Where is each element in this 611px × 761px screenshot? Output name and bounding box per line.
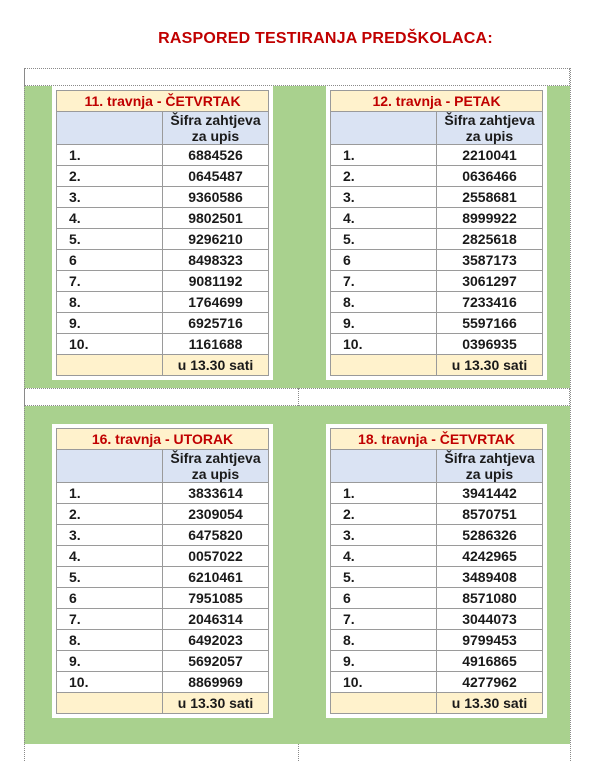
column-header-empty: [331, 112, 437, 145]
row-number: 9.: [331, 313, 437, 334]
request-code: 3833614: [163, 483, 269, 504]
table-footer-row: [331, 355, 543, 376]
test-time: u 13.30 sati: [163, 693, 269, 714]
table-row: [331, 313, 543, 334]
table-row: [57, 483, 269, 504]
request-code: 7233416: [437, 292, 543, 313]
table-row: [57, 504, 269, 525]
table-row: [331, 208, 543, 229]
request-code: 8571080: [437, 588, 543, 609]
request-code: 5692057: [163, 651, 269, 672]
footer-empty-cell: [57, 693, 163, 714]
row-number: 10.: [57, 334, 163, 355]
request-code: 7951085: [163, 588, 269, 609]
row-number: 5.: [57, 567, 163, 588]
table-row: [57, 630, 269, 651]
row-number: 7.: [331, 271, 437, 292]
table-row: [57, 525, 269, 546]
frame-center-divider-bottom: [298, 744, 299, 761]
row-number: 2.: [57, 504, 163, 525]
request-code: 0057022: [163, 546, 269, 567]
table-column-header-row: [331, 112, 543, 145]
table-day-header: 11. travnja - ČETVRTAK: [57, 91, 269, 112]
table-row: [331, 630, 543, 651]
schedule-table: [330, 90, 543, 376]
request-code: 6475820: [163, 525, 269, 546]
row-number: 4.: [57, 208, 163, 229]
row-number: 9.: [57, 313, 163, 334]
request-code: 9802501: [163, 208, 269, 229]
row-number: 5.: [331, 567, 437, 588]
table-day-header-row: [57, 429, 269, 450]
column-header-empty: [57, 450, 163, 483]
column-header-code: Šifra zahtjeva za upis: [437, 450, 543, 483]
table-row: [57, 208, 269, 229]
schedule-table-card: [326, 86, 547, 380]
table-row: [57, 334, 269, 355]
table-row: [331, 229, 543, 250]
row-number: 7.: [57, 271, 163, 292]
request-code: 8869969: [163, 672, 269, 693]
row-number: 5.: [331, 229, 437, 250]
footer-empty-cell: [57, 355, 163, 376]
row-number: 8.: [57, 292, 163, 313]
footer-empty-cell: [331, 693, 437, 714]
request-code: 3044073: [437, 609, 543, 630]
frame-top-row: [24, 68, 570, 86]
row-number: 8.: [57, 630, 163, 651]
page-title: RASPORED TESTIRANJA PREDŠKOLACA:: [158, 30, 493, 47]
request-code: 3587173: [437, 250, 543, 271]
table-day-header-row: [331, 429, 543, 450]
column-header-code: Šifra zahtjeva za upis: [163, 450, 269, 483]
frame-left-line: [24, 68, 25, 761]
table-row: [57, 292, 269, 313]
row-number: 10.: [331, 672, 437, 693]
row-number: 7.: [331, 609, 437, 630]
row-number: 2.: [331, 166, 437, 187]
row-number: 7.: [57, 609, 163, 630]
request-code: 0636466: [437, 166, 543, 187]
request-code: 4916865: [437, 651, 543, 672]
request-code: 1161688: [163, 334, 269, 355]
row-number: 4.: [331, 208, 437, 229]
request-code: 6925716: [163, 313, 269, 334]
table-row: [331, 672, 543, 693]
request-code: 9799453: [437, 630, 543, 651]
request-code: 9360586: [163, 187, 269, 208]
table-row: [57, 229, 269, 250]
request-code: 6884526: [163, 145, 269, 166]
row-number: 9.: [57, 651, 163, 672]
table-row: [331, 609, 543, 630]
table-row: [331, 483, 543, 504]
table-row: [57, 567, 269, 588]
request-code: 6492023: [163, 630, 269, 651]
row-number: 9.: [331, 651, 437, 672]
table-row: [331, 334, 543, 355]
table-row: [57, 546, 269, 567]
row-number: 4.: [331, 546, 437, 567]
table-day-header: 18. travnja - ČETVRTAK: [331, 429, 543, 450]
table-row: [57, 187, 269, 208]
table-column-header-row: [57, 112, 269, 145]
table-day-header: 12. travnja - PETAK: [331, 91, 543, 112]
row-number: 6: [331, 250, 437, 271]
row-number: 10.: [57, 672, 163, 693]
table-row: [57, 651, 269, 672]
request-code: 2046314: [163, 609, 269, 630]
row-number: 8.: [331, 630, 437, 651]
row-number: 6: [331, 588, 437, 609]
row-number: 10.: [331, 334, 437, 355]
column-header-code: Šifra zahtjeva za upis: [163, 112, 269, 145]
table-row: [57, 588, 269, 609]
table-row: [331, 271, 543, 292]
table-row: [331, 651, 543, 672]
schedule-table-card: [52, 86, 273, 380]
column-header-empty: [331, 450, 437, 483]
row-number: 8.: [331, 292, 437, 313]
schedule-table: [56, 428, 269, 714]
request-code: 9081192: [163, 271, 269, 292]
row-number: 6: [57, 588, 163, 609]
test-time: u 13.30 sati: [163, 355, 269, 376]
frame-right-line: [570, 68, 571, 761]
table-row: [57, 609, 269, 630]
request-code: 0396935: [437, 334, 543, 355]
row-number: 3.: [57, 525, 163, 546]
test-time: u 13.30 sati: [437, 693, 543, 714]
table-row: [57, 166, 269, 187]
schedule-table: [56, 90, 269, 376]
table-row: [331, 187, 543, 208]
request-code: 2210041: [437, 145, 543, 166]
table-row: [57, 250, 269, 271]
row-number: 1.: [331, 483, 437, 504]
table-row: [57, 145, 269, 166]
schedule-table: [330, 428, 543, 714]
request-code: 8498323: [163, 250, 269, 271]
request-code: 3061297: [437, 271, 543, 292]
frame-center-divider: [298, 388, 299, 406]
request-code: 6210461: [163, 567, 269, 588]
table-row: [57, 271, 269, 292]
row-number: 3.: [331, 525, 437, 546]
row-number: 6: [57, 250, 163, 271]
request-code: 2309054: [163, 504, 269, 525]
row-number: 3.: [331, 187, 437, 208]
table-row: [331, 567, 543, 588]
row-number: 3.: [57, 187, 163, 208]
schedule-table-card: [326, 424, 547, 718]
table-footer-row: [57, 693, 269, 714]
table-footer-row: [57, 355, 269, 376]
table-row: [331, 292, 543, 313]
table-footer-row: [331, 693, 543, 714]
column-header-empty: [57, 112, 163, 145]
table-column-header-row: [331, 450, 543, 483]
request-code: 9296210: [163, 229, 269, 250]
table-row: [331, 166, 543, 187]
table-row: [331, 145, 543, 166]
frame-middle-row: [24, 388, 570, 406]
request-code: 2558681: [437, 187, 543, 208]
row-number: 5.: [57, 229, 163, 250]
request-code: 3941442: [437, 483, 543, 504]
table-row: [331, 525, 543, 546]
table-day-header-row: [57, 91, 269, 112]
request-code: 4242965: [437, 546, 543, 567]
request-code: 8999922: [437, 208, 543, 229]
request-code: 5597166: [437, 313, 543, 334]
table-day-header: 16. travnja - UTORAK: [57, 429, 269, 450]
request-code: 5286326: [437, 525, 543, 546]
table-row: [57, 313, 269, 334]
request-code: 2825618: [437, 229, 543, 250]
table-column-header-row: [57, 450, 269, 483]
row-number: 4.: [57, 546, 163, 567]
request-code: 3489408: [437, 567, 543, 588]
row-number: 1.: [57, 145, 163, 166]
schedule-table-card: [52, 424, 273, 718]
column-header-code: Šifra zahtjeva za upis: [437, 112, 543, 145]
test-time: u 13.30 sati: [437, 355, 543, 376]
row-number: 2.: [57, 166, 163, 187]
table-row: [331, 588, 543, 609]
request-code: 0645487: [163, 166, 269, 187]
table-row: [331, 504, 543, 525]
row-number: 1.: [331, 145, 437, 166]
table-day-header-row: [331, 91, 543, 112]
row-number: 1.: [57, 483, 163, 504]
table-row: [331, 546, 543, 567]
table-row: [331, 250, 543, 271]
request-code: 8570751: [437, 504, 543, 525]
request-code: 1764699: [163, 292, 269, 313]
table-row: [57, 672, 269, 693]
request-code: 4277962: [437, 672, 543, 693]
row-number: 2.: [331, 504, 437, 525]
footer-empty-cell: [331, 355, 437, 376]
